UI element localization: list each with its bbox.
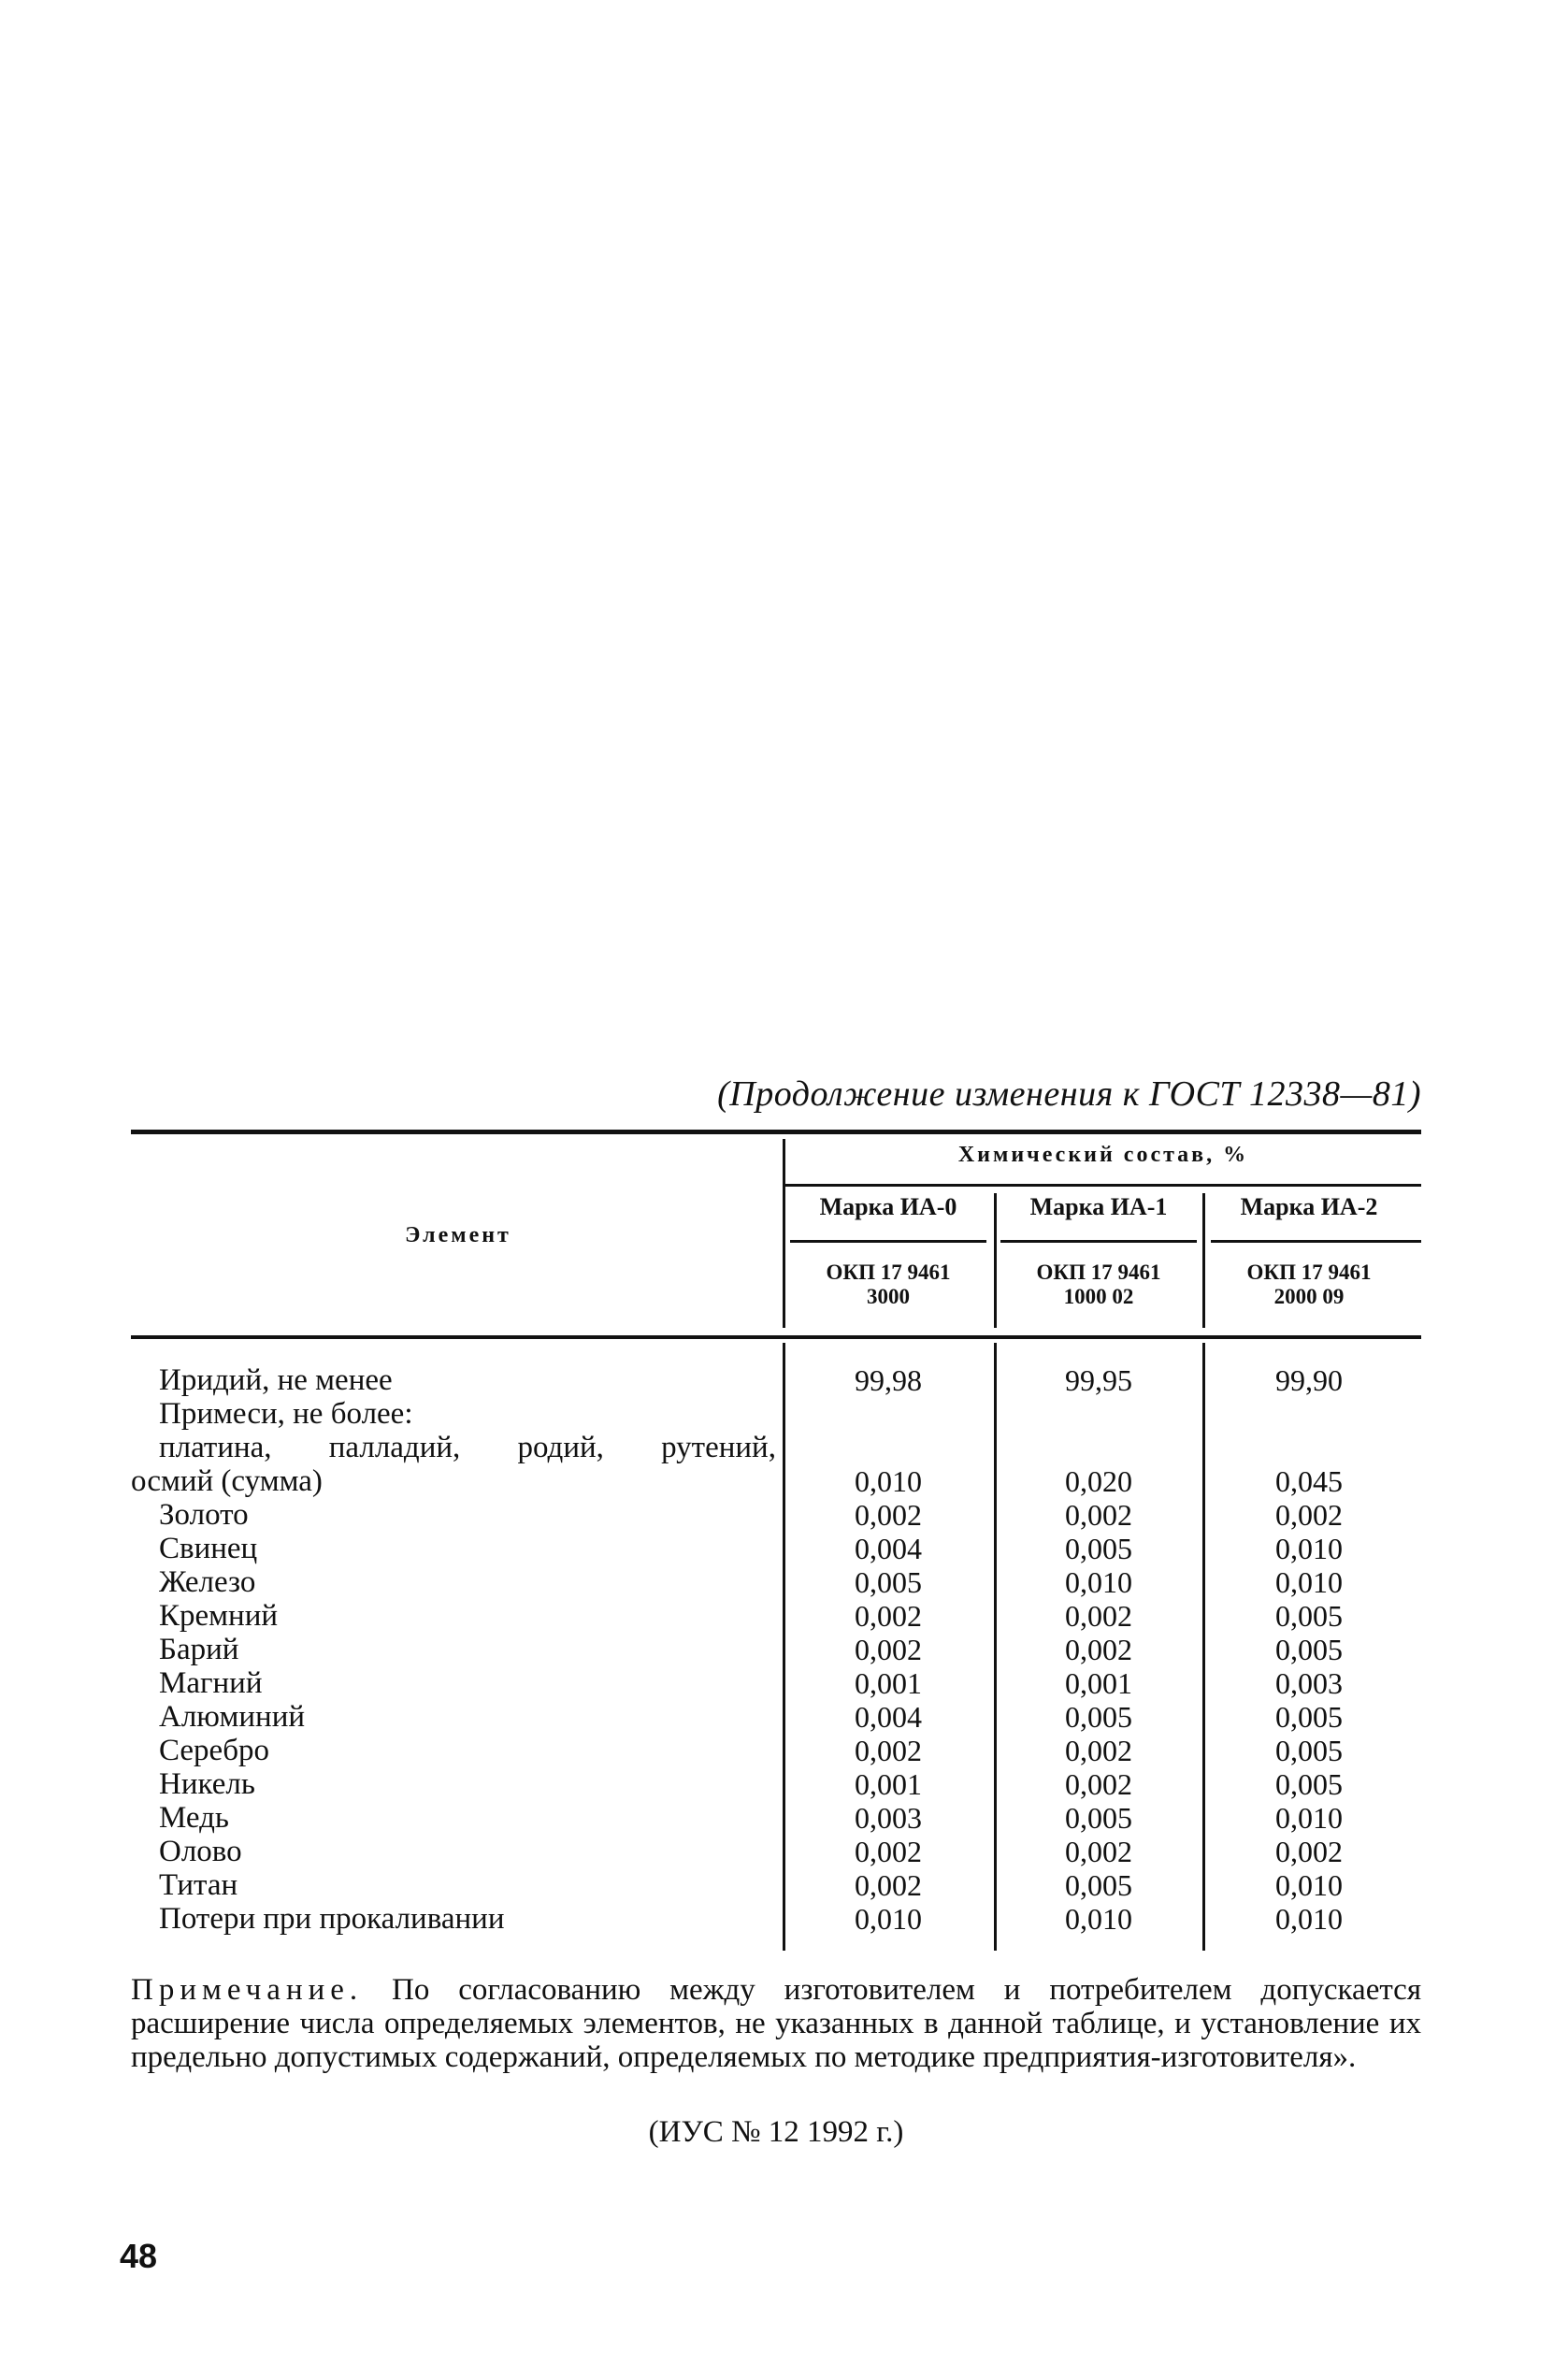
okp-code-line: ОКП 17 9461 — [1036, 1261, 1161, 1284]
value-cell-ia2: 0,045 — [1275, 1464, 1343, 1498]
value-cell-ia1: 99,95 — [1065, 1363, 1132, 1397]
element-name: Олово — [159, 1835, 242, 1868]
value-cell-ia0: 0,004 — [855, 1700, 922, 1734]
value-cell-ia2: 0,002 — [1275, 1498, 1343, 1532]
header-divider-grade2 — [1202, 1193, 1205, 1328]
okp-code-ia1 — [996, 1261, 1201, 1309]
table-row — [131, 1801, 1421, 1835]
element-name: Золото — [159, 1498, 249, 1532]
table-row — [131, 1902, 1421, 1936]
value-cell-ia1: 0,005 — [1065, 1868, 1132, 1902]
element-name: Железо — [159, 1565, 256, 1599]
value-cell-ia2: 0,005 — [1275, 1700, 1343, 1734]
element-name: Свинец — [159, 1532, 258, 1565]
value-cell-ia2: 0,010 — [1275, 1801, 1343, 1835]
value-cell-ia1: 0,002 — [1065, 1498, 1132, 1532]
okp-code-line: 3000 — [867, 1285, 910, 1308]
value-cell-ia1: 0,002 — [1065, 1734, 1132, 1767]
table-row — [131, 1397, 1421, 1431]
table-top-rule — [131, 1130, 1421, 1134]
element-name: Кремний — [159, 1599, 279, 1633]
value-cell-ia0: 99,98 — [855, 1363, 922, 1397]
element-name: Никель — [159, 1767, 255, 1801]
running-head: (Продолжение изменения к ГОСТ 12338—81) — [717, 1074, 1421, 1114]
element-name-word: рутений, — [661, 1431, 776, 1464]
value-cell-ia2: 0,005 — [1275, 1734, 1343, 1767]
value-cell-ia2: 0,010 — [1275, 1532, 1343, 1565]
header-rule-grade0 — [790, 1240, 986, 1243]
value-cell-ia0: 0,004 — [855, 1532, 922, 1565]
value-cell-ia1: 0,001 — [1065, 1666, 1132, 1700]
value-cell-ia0: 0,002 — [855, 1633, 922, 1666]
value-cell-ia0: 0,010 — [855, 1902, 922, 1936]
value-cell-ia1: 0,020 — [1065, 1464, 1132, 1498]
value-cell-ia0: 0,005 — [855, 1565, 922, 1599]
table-note — [131, 1973, 1421, 2074]
value-cell-ia1: 0,010 — [1065, 1902, 1132, 1936]
value-cell-ia0: 0,001 — [855, 1767, 922, 1801]
composition-header: Химический состав, % — [957, 1143, 1249, 1167]
value-cell-ia0: 0,003 — [855, 1801, 922, 1835]
value-cell-ia0: 0,002 — [855, 1868, 922, 1902]
okp-code-line: 1000 02 — [1063, 1285, 1134, 1308]
table-header-rule — [131, 1335, 1421, 1339]
value-cell-ia0: 0,001 — [855, 1666, 922, 1700]
table-row — [131, 1498, 1421, 1532]
table-row — [131, 1431, 1421, 1464]
note-lead: Примечание. — [131, 1973, 364, 2007]
table-row — [131, 1835, 1421, 1868]
grade-header-ia1: Марка ИА-1 — [1029, 1193, 1168, 1220]
table-row — [131, 1868, 1421, 1902]
header-rule-composition — [785, 1184, 1421, 1187]
element-name: Серебро — [159, 1734, 269, 1767]
source-reference: (ИУС № 12 1992 г.) — [648, 2115, 904, 2149]
grade-header-ia0: Марка ИА-0 — [819, 1193, 957, 1220]
element-name: осмий (сумма) — [131, 1464, 323, 1498]
okp-code-line: ОКП 17 9461 — [1246, 1261, 1372, 1284]
table-row — [131, 1464, 1421, 1498]
table-row — [131, 1767, 1421, 1801]
value-cell-ia1: 0,002 — [1065, 1835, 1132, 1868]
value-cell-ia2: 0,010 — [1275, 1868, 1343, 1902]
value-cell-ia2: 0,010 — [1275, 1565, 1343, 1599]
table-row — [131, 1599, 1421, 1633]
value-cell-ia0: 0,002 — [855, 1835, 922, 1868]
value-cell-ia1: 0,005 — [1065, 1700, 1132, 1734]
value-cell-ia1: 0,002 — [1065, 1767, 1132, 1801]
header-rule-grade2 — [1211, 1240, 1421, 1243]
value-cell-ia2: 0,003 — [1275, 1666, 1343, 1700]
value-cell-ia0: 0,002 — [855, 1599, 922, 1633]
table-row — [131, 1734, 1421, 1767]
okp-code-ia0 — [785, 1261, 991, 1309]
element-name: Барий — [159, 1633, 239, 1666]
value-cell-ia1: 0,005 — [1065, 1532, 1132, 1565]
element-name: Титан — [159, 1868, 238, 1902]
element-name-word: палладий, — [328, 1431, 461, 1464]
table-row — [131, 1700, 1421, 1734]
element-name: Медь — [159, 1801, 229, 1835]
value-cell-ia0: 0,010 — [855, 1464, 922, 1498]
grade-header-ia2: Марка ИА-2 — [1240, 1193, 1378, 1220]
element-name: Иридий, не менее — [159, 1363, 393, 1397]
value-cell-ia0: 0,002 — [855, 1498, 922, 1532]
header-rule-grade1 — [1000, 1240, 1197, 1243]
value-cell-ia2: 0,005 — [1275, 1633, 1343, 1666]
value-cell-ia1: 0,005 — [1065, 1801, 1132, 1835]
value-cell-ia1: 0,002 — [1065, 1633, 1132, 1666]
element-name: Алюминий — [159, 1700, 306, 1734]
table-row — [131, 1565, 1421, 1599]
element-name — [159, 1431, 776, 1464]
table-row — [131, 1666, 1421, 1700]
value-cell-ia2: 0,002 — [1275, 1835, 1343, 1868]
element-name: Магний — [159, 1666, 263, 1700]
element-name-word: платина, — [159, 1431, 272, 1464]
table-row — [131, 1633, 1421, 1666]
value-cell-ia2: 0,005 — [1275, 1767, 1343, 1801]
element-name: Примеси, не более: — [159, 1397, 413, 1431]
okp-code-ia2 — [1206, 1261, 1412, 1309]
okp-code-line: 2000 09 — [1273, 1285, 1345, 1308]
value-cell-ia2: 0,010 — [1275, 1902, 1343, 1936]
note-text: По согласованию между изготовителем и потребителем допускается расширение числа определяемых элементов, не указанных в данной таблице, и установление их предельно допустимых содержаний, определяемых по методике предприятия-изготовителя». — [131, 1973, 1421, 2074]
value-cell-ia2: 0,005 — [1275, 1599, 1343, 1633]
okp-code-line: ОКП 17 9461 — [826, 1261, 951, 1284]
element-name: Потери при прокаливании — [159, 1902, 505, 1936]
element-header: Элемент — [405, 1223, 511, 1247]
value-cell-ia1: 0,002 — [1065, 1599, 1132, 1633]
value-cell-ia0: 0,002 — [855, 1734, 922, 1767]
page-number: 48 — [120, 2237, 158, 2275]
value-cell-ia2: 99,90 — [1275, 1363, 1343, 1397]
table-row — [131, 1363, 1421, 1397]
element-name-word: родий, — [517, 1431, 604, 1464]
value-cell-ia1: 0,010 — [1065, 1565, 1132, 1599]
table-row — [131, 1532, 1421, 1565]
